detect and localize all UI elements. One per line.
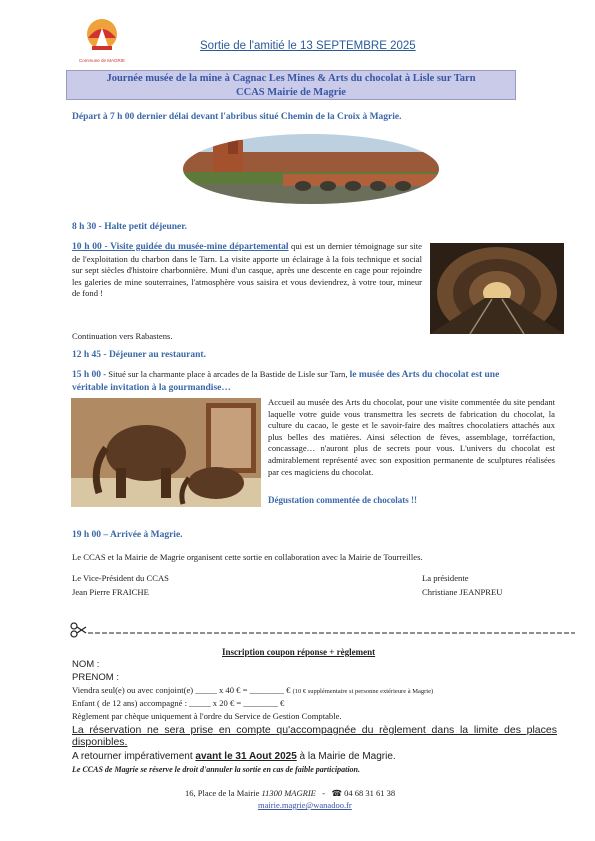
footer-separator: - [317,788,330,798]
footer-address-line [185,788,395,799]
signature-left-role: Le Vice-Président du CCAS [72,573,169,583]
logo-caption: Commune de MAGRIE [78,58,125,63]
magrie-logo [82,16,122,62]
page-title: Sortie de l'amitié le 13 SEPTEMBRE 2025 [200,40,416,52]
signature-left-name: Jean Pierre FRAICHE [72,587,149,597]
town-photo [183,134,440,205]
arrivee-text: 19 h 00 – Arrivée à Magrie. [72,530,183,540]
chocolat-highlight: le musée des Arts du chocolat est une véritable invitation à la gourmandise… [72,370,500,393]
coupon-title: Inscription coupon réponse + règlement [222,647,376,657]
footer-email[interactable]: mairie.magrie@wanadoo.fr [258,800,352,810]
continuation-text: Continuation vers Rabastens. [72,331,173,341]
coupon-conjoint-note: (10 € supplémentaire si personne extérieure à Magrie) [292,688,434,695]
chocolat-intro [72,369,532,394]
footer-phone: 04 68 31 61 38 [344,788,396,798]
coupon-reservation: La réservation ne sera prise en compte qu'accompagnée du règlement dans la limite des places disponibles. [72,724,557,748]
scissors-icon [71,623,86,637]
mine-photo [430,243,564,334]
degustation-text: Dégustation commentée de chocolats !! [268,495,417,505]
chocolat-intro-text: - Situé sur la charmante place à arcades de la Bastide de Lisle sur Tarn, [103,369,348,379]
coupon-enfant-line: Enfant ( de 12 ans) accompagné : _____ x 20 € = ________ € [72,698,285,708]
coupon-ccas-note: Le CCAS de Magrie se réserve le droit d'annuler la sortie en cas de faible participation. [72,765,360,774]
visite-body: qui est un dernier témoignage sur site de l'exploitation du charbon dans le Tarn. La visite apporte un éclairage à la fois technique et social sur sept siècles d'histoire charbonnière. Muni d'un casque, après une descente en cage pour rejoindre les galeries de mine souterraines, l'atmosphère vous saisira et vous deviendrez, à votre tour, mineur de fond ! [72,241,422,299]
collaboration-text: Le CCAS et la Mairie de Magrie organisent cette sortie en collaboration avec la Mairie de Tourreilles. [72,552,423,562]
chocolate-elephants-photo [71,398,261,507]
coupon-prenom: PRENOM : [72,672,119,683]
signature-right-name: Christiane JEANPREU [422,587,503,597]
chocolat-body: Accueil au musée des Arts du chocolat, pour une visite commentée du site pendant laquelle votre guide vous transmettra les secrets de fabrication du chocolat, la culture du cacao, le geste et le savoir-faire des maîtres chocolatiers attachés aux plus belles des matières. Ainsi sélection de fèves, assemblage, torréfaction, concassage… n'auront plus de secrets pour vous. L'univers du chocolat est admirablement représenté avec son exposition permanente de sculptures réalisées par ces magiciens du chocolat. [268,397,555,477]
coupon-conjoint-text: Viendra seul(e) ou avec conjoint(e) _____ x 40 € = ________ € [72,685,291,695]
title-banner [66,70,516,100]
depart-text: Départ à 7 h 00 dernier délai devant l'abribus situé Chemin de la Croix à Magrie. [72,112,402,122]
banner-line-1: Journée musée de la mine à Cagnac Les Mines & Arts du chocolat à Lisle sur Tarn [106,73,476,84]
coupon-retour-pre: A retourner impérativement [72,751,193,762]
visite-title: 10 h 00 - Visite guidée du musée-mine départemental [72,242,289,252]
phone-icon: ☎ [331,788,343,798]
banner-line-2: CCAS Mairie de Magrie [236,87,346,98]
footer-city: 11300 MAGRIE [261,788,316,798]
chocolat-time: 15 h 00 [72,370,102,380]
halte-text: 8 h 30 - Halte petit déjeuner. [72,222,187,232]
coupon-retour [72,751,396,762]
coupon-retour-post: à la Mairie de Magrie. [299,751,396,762]
footer-address: 16, Place de la Mairie [185,788,260,798]
cut-line [70,622,580,638]
coupon-retour-date: avant le 31 Aout 2025 [195,751,297,762]
coupon-conjoint-line [72,685,433,698]
coupon-nom: NOM : [72,659,100,670]
signature-right-role: La présidente [422,573,469,583]
dejeuner-text: 12 h 45 - Déjeuner au restaurant. [72,350,206,360]
visite-paragraph [72,241,422,300]
coupon-reglement: Règlement par chèque uniquement à l'ordre du Service de Gestion Comptable. [72,711,342,721]
